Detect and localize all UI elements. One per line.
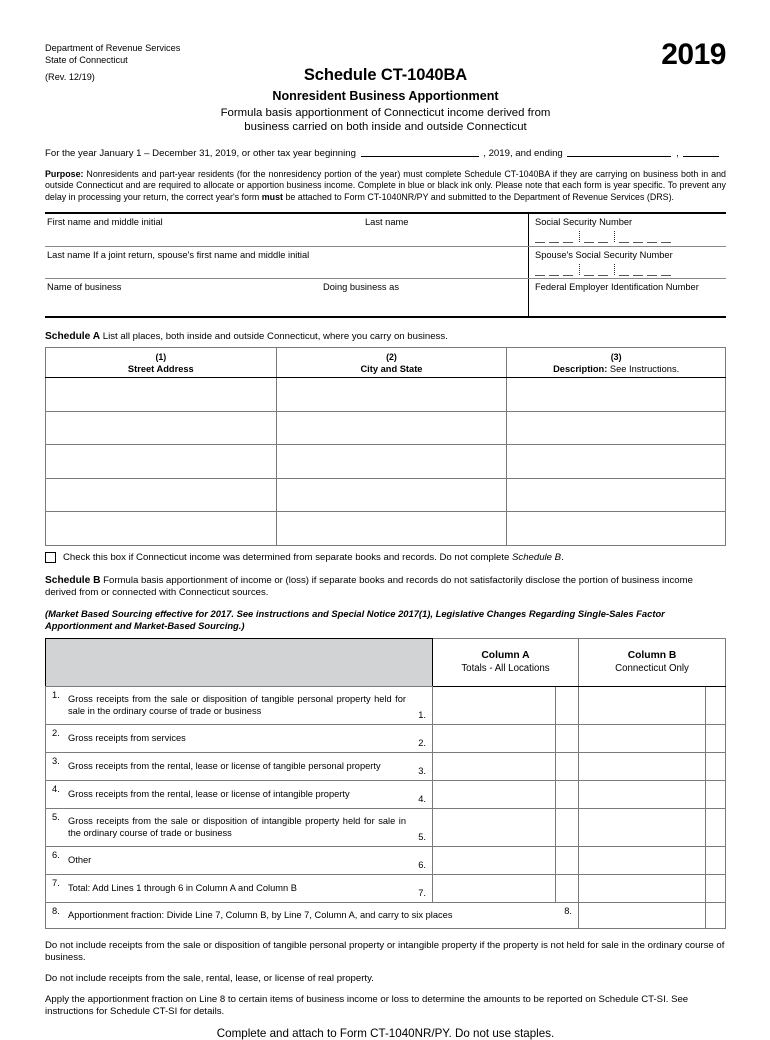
line-2-column-b-cents[interactable]	[706, 724, 726, 752]
line-2-text: Gross receipts from services	[68, 732, 186, 743]
line-8-fraction-value[interactable]	[579, 902, 706, 928]
schedule-b-line-1-label	[46, 686, 433, 724]
tax-year: 2019	[661, 38, 726, 71]
schedule-b-label: Schedule B	[45, 574, 101, 586]
tax-year-end-input[interactable]	[567, 147, 671, 157]
line-3-column-b-cents[interactable]	[706, 752, 726, 780]
schedule-b-line-2-label	[46, 724, 433, 752]
schedule-a-col-1-name: Street Address	[127, 363, 194, 374]
schedule-a-cell-city[interactable]	[276, 445, 507, 479]
column-a-title: Column A	[481, 650, 530, 662]
taxpayer-identity-block	[45, 212, 726, 318]
purpose-label: Purpose:	[45, 169, 84, 179]
schedule-b-line-5-label	[46, 808, 433, 846]
first-name-label: First name and middle initial	[47, 217, 163, 228]
line-6-column-a-dollars[interactable]	[433, 846, 556, 874]
identity-row-business	[45, 278, 726, 316]
schedule-b-gray-header-cell	[46, 638, 433, 686]
separate-books-checkbox[interactable]	[45, 552, 56, 563]
schedule-a-cell-description[interactable]	[507, 411, 726, 445]
schedule-b-header-row	[46, 638, 726, 686]
column-b-header	[579, 638, 726, 686]
footer-note-3: Apply the apportionment fraction on Line 8 to certain items of business income or loss to determine the amounts to be reported on Schedule CT-SI. See instructions for Schedule CT-SI for details.	[45, 994, 689, 1018]
purpose-must: must	[261, 191, 283, 202]
line-4-column-a-cents[interactable]	[556, 780, 579, 808]
line-1-column-a-cents[interactable]	[556, 686, 579, 724]
purpose-text-2: be attached to Form CT-1040NR/PY and submitted to the Department of Revenue Services (DRS).	[282, 191, 674, 202]
table-row	[46, 411, 726, 445]
schedule-a-cell-city[interactable]	[276, 512, 507, 546]
schedule-b-heading	[45, 575, 726, 600]
agency-line-2: State of Connecticut	[45, 54, 128, 65]
separate-books-text-2: .	[561, 551, 564, 563]
column-b-subtitle: Connecticut Only	[615, 663, 689, 675]
form-description-line-2: business carried on both inside and outside Connecticut	[244, 121, 527, 133]
form-title: Schedule CT-1040BA	[303, 66, 468, 84]
line-7-ref: 7.	[418, 888, 426, 899]
schedule-a-cell-street[interactable]	[46, 378, 277, 412]
schedule-a-cell-street[interactable]	[46, 478, 277, 512]
line-6-text: Other	[68, 854, 92, 865]
schedule-a-col-2-name: City and State	[360, 363, 423, 374]
line-1-column-b-dollars[interactable]	[579, 686, 706, 724]
schedule-b-line-3-label	[46, 752, 433, 780]
line-1-column-b-cents[interactable]	[706, 686, 726, 724]
form-footer	[45, 940, 726, 1040]
line-4-column-b-dollars[interactable]	[579, 780, 706, 808]
ssn-input[interactable]	[535, 231, 675, 243]
revision-label: (Rev. 12/19)	[45, 72, 95, 82]
spouse-name-fields-cell[interactable]	[45, 247, 529, 278]
agency-name	[45, 43, 180, 66]
line-3-column-a-cents[interactable]	[556, 752, 579, 780]
form-page	[45, 0, 726, 1040]
schedule-a-table	[45, 347, 726, 546]
line-3-column-b-dollars[interactable]	[579, 752, 706, 780]
business-fields-cell[interactable]	[45, 279, 529, 316]
table-row	[46, 724, 726, 752]
line-6-column-b-cents[interactable]	[706, 846, 726, 874]
line-5-column-b-dollars[interactable]	[579, 808, 706, 846]
title-block	[45, 66, 726, 134]
line-3-column-a-dollars[interactable]	[433, 752, 556, 780]
ssn-label: Social Security Number	[535, 217, 633, 228]
line-2-number: 2.	[52, 727, 60, 738]
table-row	[46, 378, 726, 412]
line-1-number: 1.	[52, 689, 60, 700]
line-5-column-a-dollars[interactable]	[433, 808, 556, 846]
schedule-a-col-3-suffix: See Instructions.	[607, 363, 680, 374]
spouse-ssn-label: Spouse's Social Security Number	[535, 250, 673, 261]
line-5-ref: 5.	[418, 832, 426, 843]
schedule-a-col-2-header	[276, 348, 507, 378]
schedule-a-label: Schedule A	[45, 331, 101, 343]
tax-year-mid: , 2019, and ending	[483, 148, 563, 159]
line-1-ref: 1.	[418, 710, 426, 721]
schedule-a-col-3-name: Description:	[553, 363, 608, 374]
schedule-a-col-1-header	[46, 348, 277, 378]
spouse-ssn-cell[interactable]	[529, 247, 726, 278]
identity-row-name	[45, 214, 726, 246]
line-1-column-a-dollars[interactable]	[433, 686, 556, 724]
schedule-a-instruction: List all places, both inside and outside Connecticut, where you carry on business.	[100, 331, 448, 343]
line-7-column-a-dollars[interactable]	[433, 874, 556, 902]
tax-year-begin-input[interactable]	[361, 147, 479, 157]
line-8-ref: 8.	[564, 905, 572, 916]
table-row	[46, 808, 726, 846]
schedule-a-cell-description[interactable]	[507, 478, 726, 512]
separate-books-text-1: Check this box if Connecticut income was determined from separate books and records. Do not complete	[63, 551, 512, 563]
table-row	[46, 780, 726, 808]
last-name-label: Last name	[365, 217, 409, 228]
purpose-paragraph	[45, 169, 726, 203]
line-8-fraction-cents[interactable]	[706, 902, 726, 928]
identity-row-spouse	[45, 246, 726, 278]
line-5-text: Gross receipts from the sale or disposition of intangible property held for sale in the ordinary course of trade or business	[68, 815, 406, 839]
line-4-number: 4.	[52, 783, 60, 794]
table-row	[46, 686, 726, 724]
schedule-b-table	[45, 638, 726, 929]
schedule-a-cell-street[interactable]	[46, 512, 277, 546]
line-5-column-b-cents[interactable]	[706, 808, 726, 846]
line-7-column-b-cents[interactable]	[706, 874, 726, 902]
schedule-a-cell-description[interactable]	[507, 445, 726, 479]
form-masthead	[45, 0, 726, 133]
line-7-text: Total: Add Lines 1 through 6 in Column A and Column B	[68, 882, 297, 893]
table-row	[46, 846, 726, 874]
spouse-ssn-input[interactable]	[535, 264, 675, 276]
line-7-column-b-dollars[interactable]	[579, 874, 706, 902]
schedule-a-cell-city[interactable]	[276, 378, 507, 412]
line-4-column-a-dollars[interactable]	[433, 780, 556, 808]
column-a-header	[433, 638, 579, 686]
line-6-number: 6.	[52, 849, 60, 860]
line-3-text: Gross receipts from the rental, lease or license of tangible personal property	[68, 760, 381, 771]
form-description-line-1: Formula basis apportionment of Connecticut income derived from	[220, 107, 551, 119]
ssn-cell[interactable]	[529, 214, 726, 246]
line-4-column-b-cents[interactable]	[706, 780, 726, 808]
purpose-text-1: Nonresidents and part-year residents (for the nonresidency portion of the year) must complete Schedule CT-1040BA if they are carrying on business both in and outside Connecticut and are required to allocate or apportion business income. Complete in blue or black ink only. Please note that each form is year specific. To prevent any delay in processing your return, the correct year's form	[45, 169, 726, 202]
tax-year-comma: ,	[676, 148, 679, 159]
schedule-b-instruction: Formula basis apportionment of income or (loss) if separate books and records do not satisfactorily disclose the portion of business income derived from or connected with Connecticut sources.	[45, 574, 693, 599]
schedule-a-col-2-number: (2)	[386, 352, 397, 363]
schedule-a-cell-street[interactable]	[46, 445, 277, 479]
schedule-a-body	[46, 378, 726, 546]
schedule-a-cell-description[interactable]	[507, 512, 726, 546]
schedule-a-col-3-header	[507, 348, 726, 378]
dba-label: Doing business as	[323, 282, 399, 293]
table-row	[46, 752, 726, 780]
name-fields-cell[interactable]	[45, 214, 529, 246]
schedule-a-col-1-number: (1)	[155, 352, 167, 363]
schedule-a-cell-city[interactable]	[276, 478, 507, 512]
tax-year-prefix: For the year January 1 – December 31, 2019, or other tax year beginning	[45, 148, 356, 159]
line-2-column-a-cents[interactable]	[556, 724, 579, 752]
line-5-column-a-cents[interactable]	[556, 808, 579, 846]
line-3-number: 3.	[52, 755, 60, 766]
separate-books-label	[63, 552, 564, 563]
line-5-number: 5.	[52, 811, 60, 822]
separate-books-checkbox-line	[45, 552, 726, 563]
table-row	[46, 445, 726, 479]
line-7-column-a-cents[interactable]	[556, 874, 579, 902]
line-7-number: 7.	[52, 877, 60, 888]
separate-books-italic: Schedule B	[512, 551, 562, 563]
schedule-a-cell-description[interactable]	[507, 378, 726, 412]
schedule-b-line-8-label	[46, 902, 579, 928]
schedule-a-cell-city[interactable]	[276, 411, 507, 445]
schedule-b-line-4-label	[46, 780, 433, 808]
line-8-number: 8.	[52, 905, 60, 916]
agency-line-1: Department of Revenue Services	[45, 43, 181, 53]
schedule-a-heading	[45, 331, 726, 342]
table-row	[46, 874, 726, 902]
footer-attach-instruction: Complete and attach to Form CT-1040NR/PY. Do not use staples.	[216, 1026, 555, 1040]
schedule-b-line-6-label	[46, 846, 433, 874]
schedule-a-header-row	[46, 348, 726, 378]
column-a-subtitle: Totals - All Locations	[461, 663, 550, 675]
line-2-column-b-dollars[interactable]	[579, 724, 706, 752]
line-6-column-b-dollars[interactable]	[579, 846, 706, 874]
line-6-ref: 6.	[418, 860, 426, 871]
spouse-name-label: Last name If a joint return, spouse's first name and middle initial	[47, 250, 310, 261]
line-4-ref: 4.	[418, 794, 426, 805]
line-4-text: Gross receipts from the rental, lease or license of intangible property	[68, 788, 350, 799]
table-row	[46, 512, 726, 546]
schedule-a-col-3-number: (3)	[610, 352, 622, 363]
schedule-a-cell-street[interactable]	[46, 411, 277, 445]
line-3-ref: 3.	[418, 766, 426, 777]
line-1-text: Gross receipts from the sale or disposition of tangible personal property held for sale in the ordinary course of trade or business	[68, 693, 406, 717]
schedule-b-line-7-label	[46, 874, 433, 902]
form-subtitle: Nonresident Business Apportionment	[272, 89, 499, 103]
line-6-column-a-cents[interactable]	[556, 846, 579, 874]
tax-year-line	[45, 147, 726, 159]
fein-label: Federal Employer Identification Number	[535, 282, 699, 293]
line-8-text: Apportionment fraction: Divide Line 7, Column B, by Line 7, Column A, and carry to six places	[68, 909, 453, 920]
column-b-title: Column B	[627, 650, 677, 662]
table-row	[46, 902, 726, 928]
line-2-column-a-dollars[interactable]	[433, 724, 556, 752]
fein-cell[interactable]	[529, 279, 726, 316]
footer-note-1: Do not include receipts from the sale or disposition of tangible personal property or intangible property if the property is not held for sale in the ordinary course of business.	[45, 939, 725, 963]
footer-note-2: Do not include receipts from the sale, rental, lease, or license of real property.	[45, 972, 374, 984]
schedule-b-sourcing-note: (Market Based Sourcing effective for 2017. See instructions and Special Notice 2017(1), Legislative Changes Regarding Single-Sales Factor Apportionment and Market-Based Sourcing.)	[45, 607, 665, 631]
form-description	[45, 106, 726, 134]
tax-year-end-year-input[interactable]	[683, 147, 719, 157]
business-name-label: Name of business	[47, 282, 122, 293]
line-2-ref: 2.	[418, 738, 426, 749]
table-row	[46, 478, 726, 512]
